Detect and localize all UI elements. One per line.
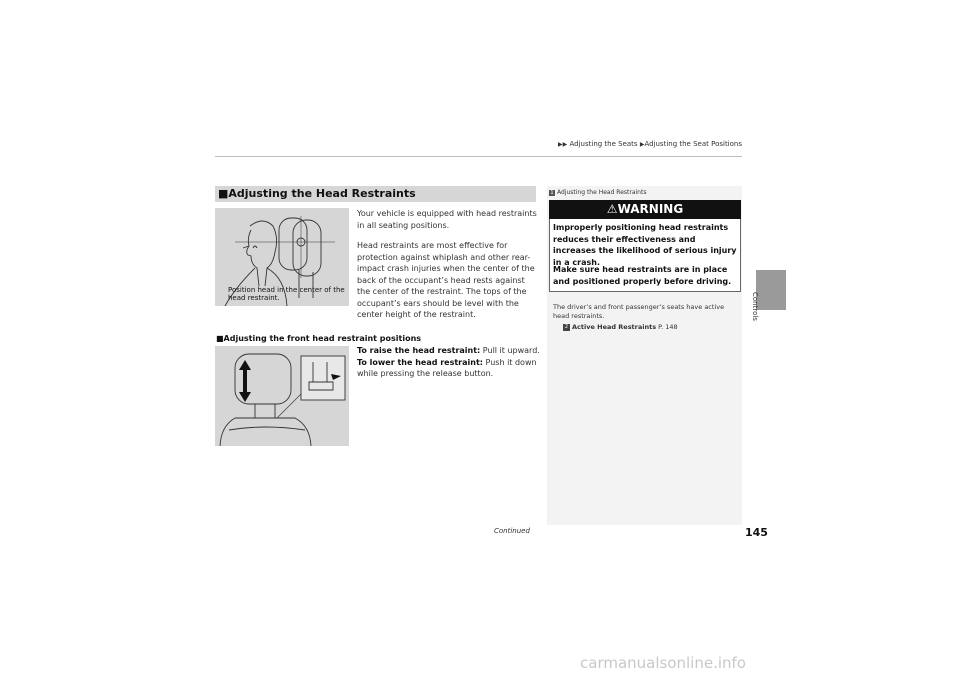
triangle-icon: ▶▶ bbox=[558, 141, 568, 148]
body-paragraph: Head restraints are most effective for protection against whiplash and other rear-impact crash injuries when the center of the back of the occupant’s head rests against the center of the restraint. The tops of the occupant’s ears should be level with the center height of the restraint. bbox=[357, 241, 535, 319]
breadcrumb-item-seat-positions[interactable]: Adjusting the Seat Positions bbox=[644, 140, 742, 148]
warning-text: Make sure head restraints are in place and positioned properly before driving. bbox=[553, 265, 732, 286]
subsection-title: ■Adjusting the front head restraint positions bbox=[216, 334, 422, 343]
sidebar-heading-text: Adjusting the Head Restraints bbox=[557, 189, 647, 196]
lower-label: To lower the head restraint: bbox=[357, 357, 483, 367]
lower-text: Push it down while pressing the release button. bbox=[357, 357, 537, 378]
watermark: carmanualsonline.info bbox=[580, 654, 746, 672]
continued-label: Continued bbox=[494, 527, 530, 535]
note-marker-icon: 1 bbox=[550, 189, 554, 196]
raise-label: To raise the head restraint: bbox=[357, 346, 481, 355]
figure-caption: Position head in the center of the head restraint. bbox=[228, 286, 345, 302]
body-paragraph: Your vehicle is equipped with head restraints in all seating positions. bbox=[357, 209, 537, 230]
cross-reference-link[interactable] bbox=[563, 323, 678, 331]
lower-instruction bbox=[357, 357, 537, 380]
section-title: ■Adjusting the Head Restraints bbox=[218, 187, 416, 200]
header-rule bbox=[215, 156, 742, 157]
chapter-tab-label: Controls bbox=[751, 292, 759, 321]
breadcrumb bbox=[520, 140, 742, 148]
warning-triangle-icon: ⚠ bbox=[606, 202, 618, 216]
sidebar-heading bbox=[549, 189, 646, 196]
warning-title: WARNING bbox=[617, 202, 684, 216]
reference-title: Active Head Restraints bbox=[572, 323, 657, 331]
head-restraint-adjust-illustration bbox=[215, 346, 349, 446]
raise-text: Pull it upward. bbox=[480, 346, 540, 355]
breadcrumb-item-seats[interactable]: Adjusting the Seats bbox=[569, 140, 638, 148]
chapter-tab[interactable] bbox=[756, 270, 786, 310]
page-number: 145 bbox=[745, 526, 768, 539]
sidebar-note: The driver’s and front passenger’s seats have active head restraints. bbox=[553, 303, 725, 320]
reference-icon: 2 bbox=[564, 323, 569, 330]
warning-banner bbox=[549, 200, 741, 219]
triangle-icon: ▶ bbox=[639, 141, 645, 148]
raise-instruction bbox=[357, 345, 540, 357]
reference-page: P. 148 bbox=[656, 323, 678, 331]
warning-text: Improperly positioning head restraints reduces their effectiveness and increases the likelihood of serious injury in a crash. bbox=[553, 223, 737, 267]
